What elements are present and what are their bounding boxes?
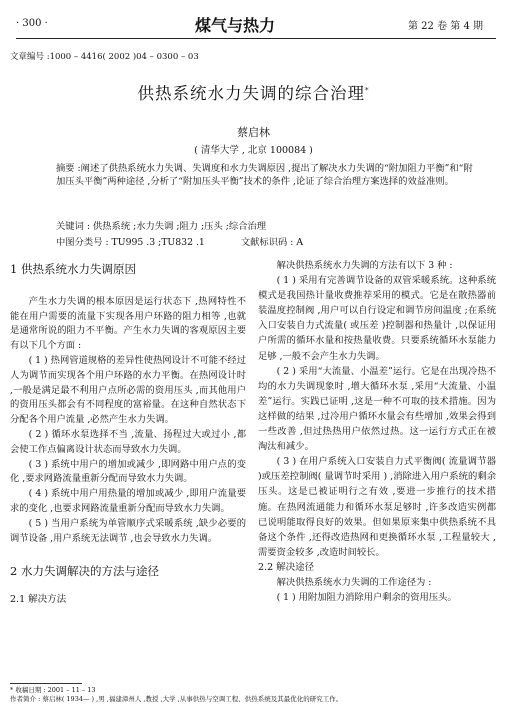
page-number: · 300 · bbox=[16, 18, 48, 29]
paragraph: ( 1 ) 采用有完善调节设备的双管采暖系统。这种系统模式是我国热计量收费推荐采用的模式。它是在散热器前装温度控制阀 ,用户可以自行设定和调节房间温度 ;在系统入口安装自力式流量( 或压差 )控制器和热量计 ,以保证用户所需的循环水量和按热量收费。只要系统循环水泵能力足够 ,一般不会产生水力失调。 bbox=[258, 275, 496, 362]
author-bio: 作者简介 : 蔡启林( 1934— ) ,男 ,福建漳州人 ,教授 ,大学 ,从事供热与空调工程、供热系统及其最优化的研究工作。 bbox=[10, 695, 343, 703]
paragraph: ( 2 ) 采用“大流量、小温差”运行。它是在出现冷热不均的水力失调现象时 ,增大循环水泵 ,采用“大流量、小温差”运行。实践已证明 ,这是一种不可取的技术措施。因为这样做的结果 ,过冷用户循环水量会有些增加 ,效果会得到一些改善 ,但过热热用户依然过热。这一运行方式正在被淘汰和减少。 bbox=[258, 365, 496, 453]
subsection-2-2-title: 2.2 解决途径 bbox=[258, 561, 315, 573]
title-footnote-mark: * bbox=[365, 86, 370, 95]
paragraph: ( 1 ) 用附加阻力消除用户剩余的资用压头。 bbox=[276, 592, 457, 604]
paragraph: 解决供热系统水力失调的工作途径为 : bbox=[276, 576, 432, 588]
classification bbox=[56, 234, 303, 248]
subsection-2-1-title: 2.1 解决方法 bbox=[10, 594, 67, 606]
title-text: 供热系统水力失调的综合治理 bbox=[137, 84, 365, 103]
left-column bbox=[10, 258, 246, 608]
volume-issue: 第 22 卷 第 4 期 bbox=[408, 21, 483, 32]
paragraph: ( 1 ) 热网管道规格的差异性使热网设计不可能不经过人为调节而实现各个用户环路的水力平衡。在热网设计时 ,一般是满足最不利用户点所必需的资用压头 ,而其他用户的资用压头都会有不同程度的富裕量。在这种自然状态下分配各个用户流量 ,必然产生水力失调。 bbox=[10, 354, 246, 426]
footnote bbox=[10, 686, 500, 704]
paper-title bbox=[0, 80, 507, 104]
received-date: * 收稿日期 : 2001 – 11 – 13 bbox=[10, 686, 96, 694]
section-2-title: 2 水力失调解决的方法与途径 bbox=[10, 564, 159, 579]
abstract-text: 摘要 :阐述了供热系统水力失调、失调度和水力失调原因 ,提出了解决水力失调的“附加阻力平衡”和“附加压头平衡”两种途径 ,分析了“附加压头平衡”技术的条件 ,论证了综合治理方案选择的效益准则。 bbox=[56, 163, 473, 188]
article-number: 文章编号 :1000 – 4416( 2002 )04 – 0300 – 03 bbox=[10, 52, 199, 62]
author: 蔡启林 bbox=[237, 126, 270, 139]
clc-number: 中图分类号 : TU995 .3 ;TU832 .1 bbox=[56, 237, 205, 248]
right-column bbox=[258, 258, 496, 605]
doc-code: 文献标识码 : A bbox=[240, 237, 304, 248]
abstract bbox=[56, 162, 474, 188]
header-rule bbox=[16, 38, 496, 39]
affiliation: ( 清华大学 , 北京 100084 ) bbox=[194, 145, 313, 156]
paragraph: ( 4 ) 系统中用户用热量的增加或减少 ,即用户流量要求的变化 ,也要求网路流量重新分配而导致水力失调。 bbox=[10, 488, 246, 514]
paragraph: 解决供热系统水力失调的方法有以下 3 种 : bbox=[276, 260, 453, 271]
paragraph: ( 2 ) 循环水泵选择不当 ,流量、扬程过大或过小 ,都会使工作点偏离设计状态而导致水力失调。 bbox=[10, 428, 246, 455]
section-1-title: 1 供热系统水力失调原因 bbox=[10, 262, 136, 276]
journal-name: 煤气与热力 bbox=[195, 16, 276, 35]
keywords: 关键词 : 供热系统 ;水力失调 ;阻力 ;压头 ;综合治理 bbox=[56, 221, 267, 232]
footnote-rule bbox=[10, 683, 82, 684]
paragraph: ( 3 ) 系统中用户的增加或减少 ,即网路中用户点的变化 ,要求网路流量重新分配而导致水力失调。 bbox=[10, 458, 246, 485]
paragraph: 产生水力失调的根本原因是运行状态下 ,热网特性不能在用户需要的流量下实现各用户环路的阻力相等 ,也就是通常所说的阻力不平衡。产生水力失调的客观原因主要有以下几个方面 : bbox=[10, 295, 246, 352]
paragraph: ( 5 ) 当用户系统为单管顺序式采暖系统 ,缺少必要的调节设备 ,用户系统无法调节 ,也会导致水力失调。 bbox=[10, 517, 246, 544]
paragraph: ( 3 ) 在用户系统入口安装自力式平衡阀( 流量调节器 )或压差控制阀( 量调节时采用 ) ,消除进入用户系统的剩余压头。这是已被证明行之有效 ,要进一步推行的技术措施。在热网流通能力和循环水泵足够时 ,许多改造实例都已说明能取得良好的效果。但如果原来集中供热系统不具备这个条件 ,还得改造热网和更换循环水泵 ,工程量较大 ,需要资金较多 ,改造时间较长。 bbox=[258, 456, 496, 558]
